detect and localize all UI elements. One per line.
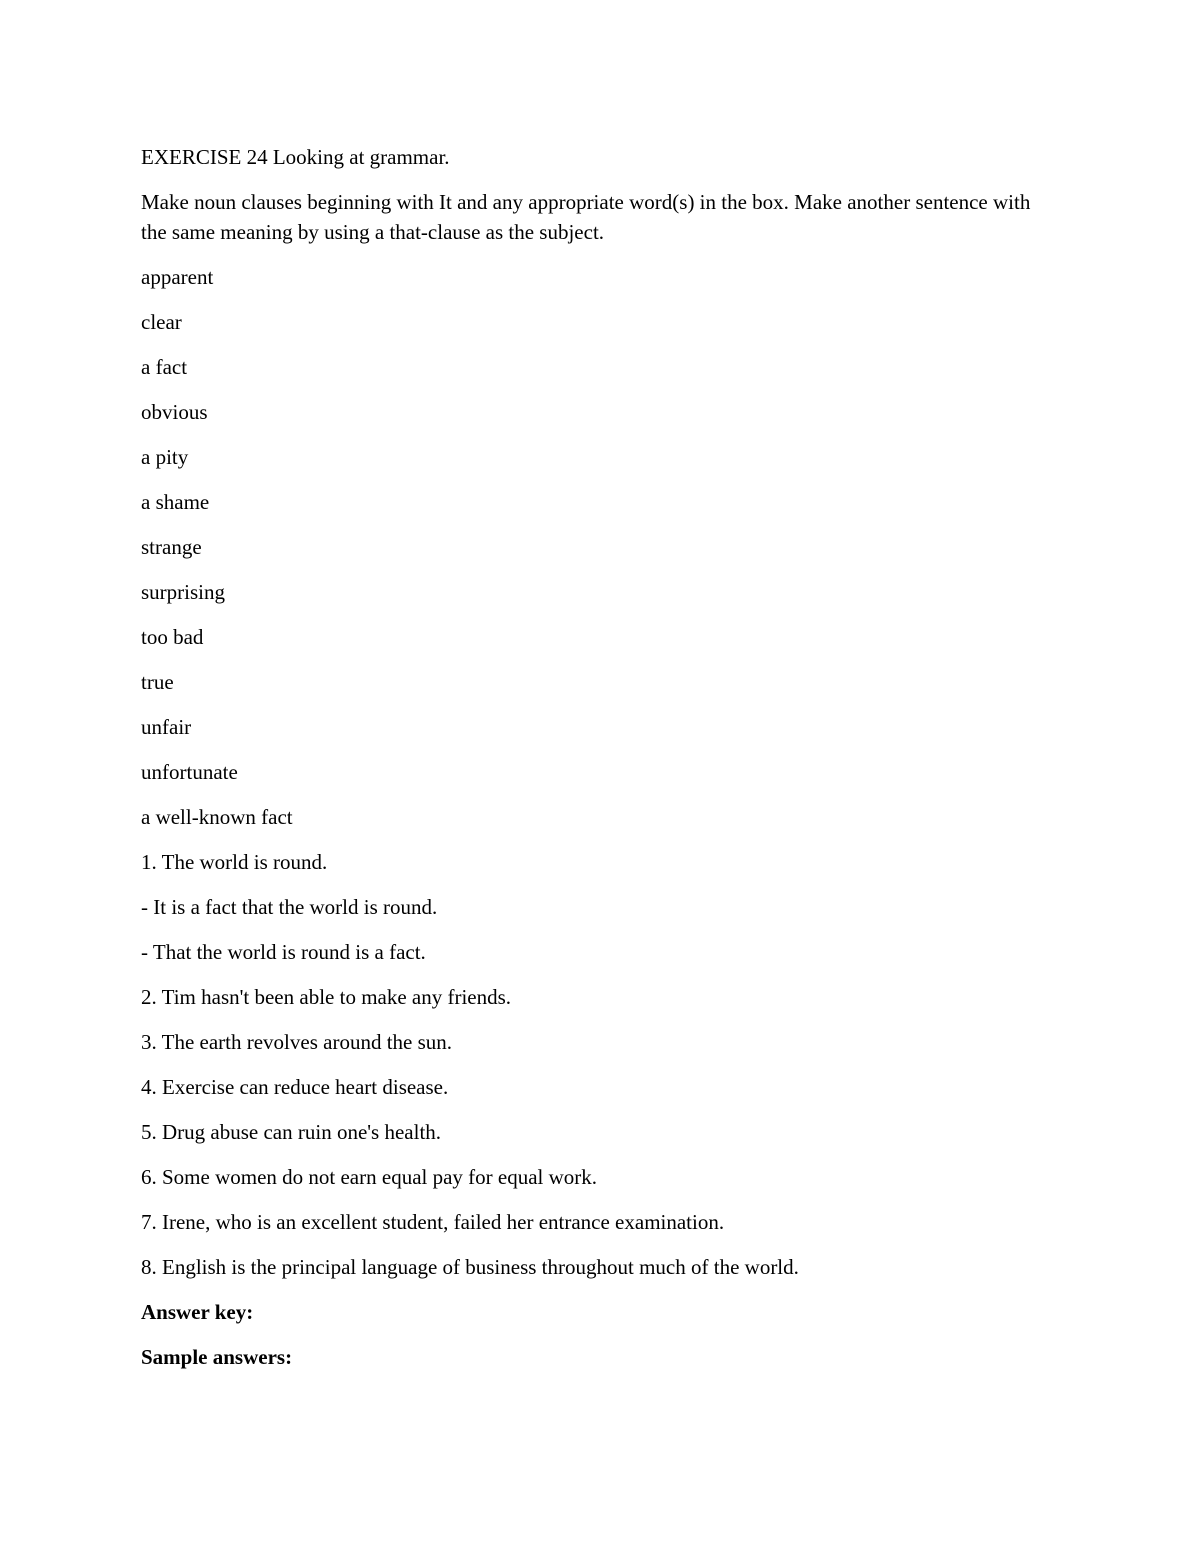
exercise-item: 3. The earth revolves around the sun.: [141, 1030, 453, 1054]
sample-answers-heading: Sample answers:: [141, 1345, 293, 1369]
word-box-item: strange: [141, 535, 202, 559]
word-box-item: unfortunate: [141, 760, 238, 784]
answer-key-heading: Answer key:: [141, 1300, 254, 1324]
exercise-item: 8. English is the principal language of business throughout much of the world.: [141, 1255, 799, 1279]
word-box-item: a fact: [141, 355, 188, 379]
exercise-item: 5. Drug abuse can ruin one's health.: [141, 1120, 442, 1144]
word-box-item: surprising: [141, 580, 225, 604]
example-item: 1. The world is round.: [141, 850, 328, 874]
example-answer: - It is a fact that the world is round.: [141, 895, 438, 919]
exercise-item: 2. Tim hasn't been able to make any friends.: [141, 985, 512, 1009]
word-box-item: true: [141, 670, 174, 694]
word-box: [141, 262, 1041, 832]
word-box-item: a pity: [141, 445, 189, 469]
example-section: [141, 847, 1041, 967]
exercise-item: 6. Some women do not earn equal pay for equal work.: [141, 1165, 598, 1189]
word-box-item: a shame: [141, 490, 210, 514]
word-box-item: too bad: [141, 625, 204, 649]
exercise-item: 7. Irene, who is an excellent student, failed her entrance examination.: [141, 1210, 725, 1234]
document-page: [141, 142, 1041, 1387]
word-box-item: obvious: [141, 400, 208, 424]
word-box-item: apparent: [141, 265, 214, 289]
word-box-item: clear: [141, 310, 182, 334]
word-box-item: unfair: [141, 715, 192, 739]
exercise-item: 4. Exercise can reduce heart disease.: [141, 1075, 449, 1099]
exercise-items: [141, 982, 1041, 1282]
example-answer: - That the world is round is a fact.: [141, 940, 426, 964]
exercise-title: EXERCISE 24 Looking at grammar.: [141, 145, 450, 169]
instructions: Make noun clauses beginning with It and any appropriate word(s) in the box. Make another sentence with the same meaning by using a that-clause as the subject.: [141, 190, 1031, 244]
word-box-item: a well-known fact: [141, 805, 293, 829]
